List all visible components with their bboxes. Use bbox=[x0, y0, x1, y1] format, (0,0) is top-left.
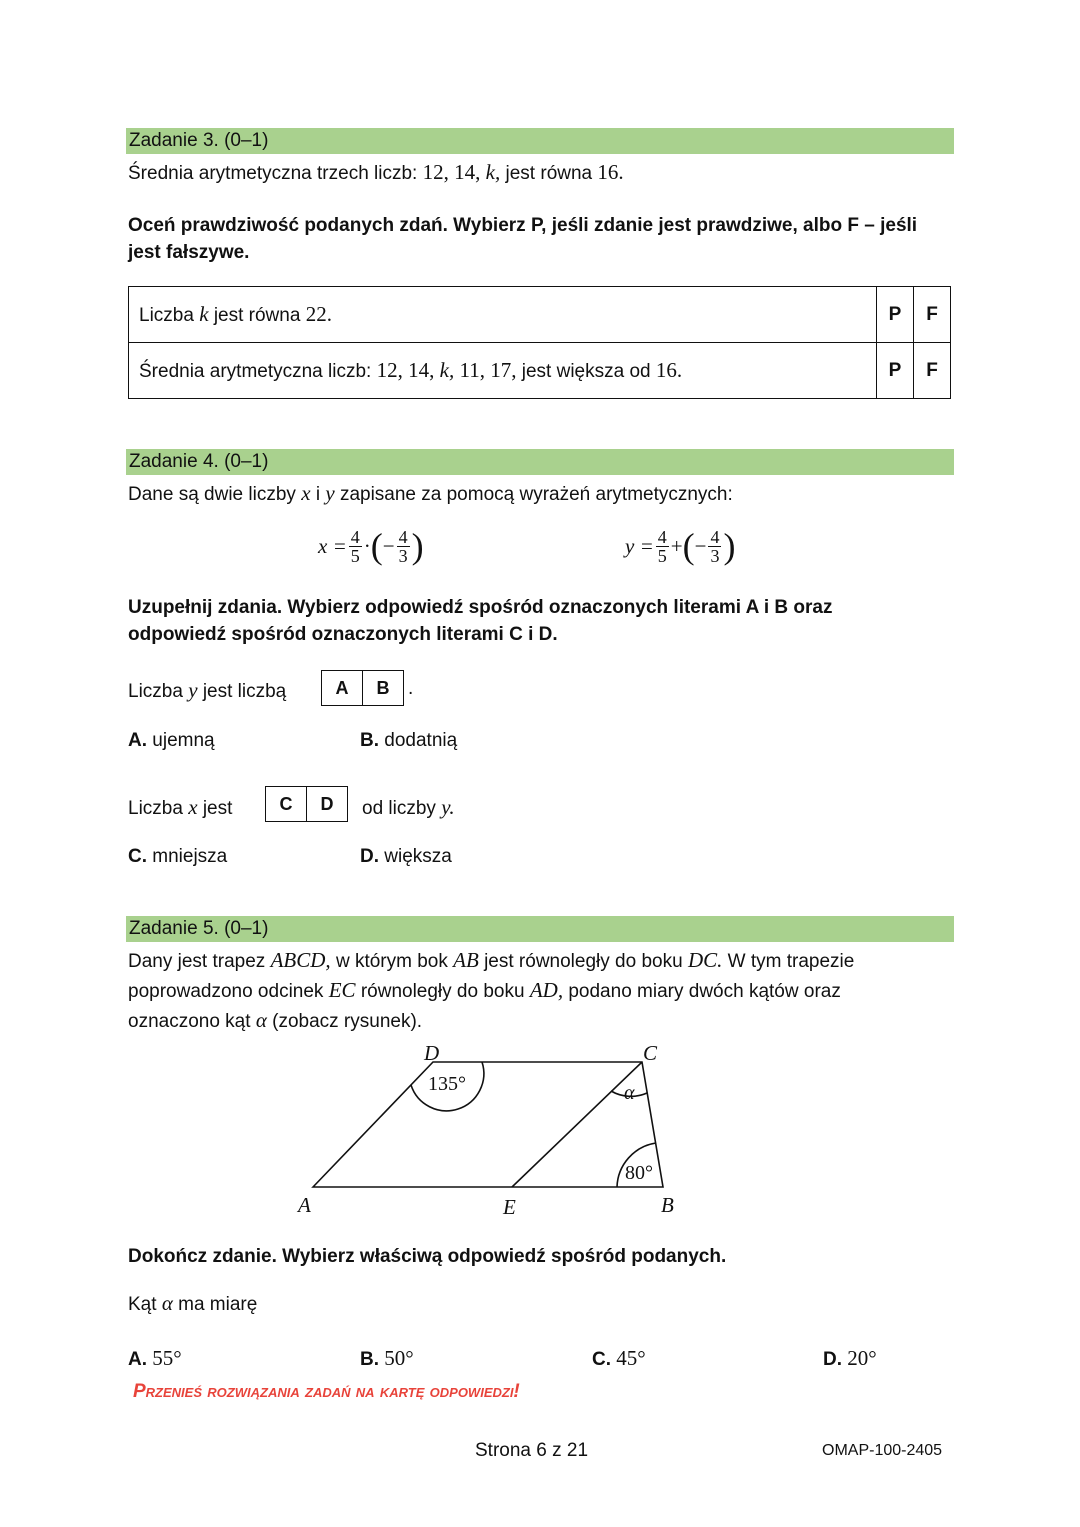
task5-text: w którym bok bbox=[335, 951, 448, 972]
task3-true-false-table bbox=[128, 286, 951, 399]
option-letter: A. bbox=[128, 1349, 147, 1370]
numerator: 4 bbox=[398, 526, 408, 547]
task4-intro bbox=[128, 481, 733, 506]
option-letter: C. bbox=[128, 846, 147, 867]
task5-var: EC bbox=[328, 978, 356, 1002]
stem-var: α bbox=[161, 1291, 173, 1315]
fraction bbox=[397, 528, 410, 565]
task5-stem bbox=[128, 1291, 257, 1316]
vertex-b-label: B bbox=[661, 1193, 674, 1217]
option-text: ujemną bbox=[152, 730, 215, 751]
option-value: 50° bbox=[384, 1346, 414, 1370]
statement-num: 16. bbox=[655, 358, 683, 382]
denominator: 3 bbox=[398, 545, 408, 566]
task5-line2 bbox=[128, 978, 841, 1003]
task5-instruction: Dokończ zdanie. Wybierz właściwą odpowiedź spośród podanych. bbox=[128, 1246, 727, 1267]
task5-var: ABCD, bbox=[270, 948, 331, 972]
task4-conj: i bbox=[315, 484, 321, 505]
task5-var: α bbox=[255, 1008, 267, 1032]
statement-cell bbox=[129, 343, 877, 399]
expr-lhs: x = bbox=[318, 533, 347, 558]
sentence-text: Liczba bbox=[128, 798, 183, 819]
option-text: większa bbox=[384, 846, 452, 867]
answer-box-a[interactable]: A bbox=[335, 678, 349, 698]
task5-text: (zobacz rysunek). bbox=[272, 1011, 423, 1032]
numerator: 4 bbox=[710, 526, 720, 547]
task5-text: oznaczono kąt bbox=[128, 1011, 251, 1032]
transfer-answers-note: Przenieś rozwiązania zadań na kartę odpowiedzi! bbox=[133, 1381, 520, 1402]
task4-intro-text: Dane są dwie liczby bbox=[128, 484, 296, 505]
task4-instruction-line1: Uzupełnij zdania. Wybierz odpowiedź spośród oznaczonych literami A i B oraz bbox=[128, 597, 833, 618]
option-d bbox=[360, 846, 452, 868]
statement-text: jest równa bbox=[213, 305, 301, 326]
task4-instruction-line2: odpowiedź spośród oznaczonych literami C i D. bbox=[128, 624, 558, 645]
stem-text: Kąt bbox=[128, 1294, 157, 1315]
fraction bbox=[708, 528, 721, 565]
operator: · bbox=[363, 533, 371, 558]
task5-var: DC. bbox=[687, 948, 723, 972]
answer-f-option[interactable]: F bbox=[914, 343, 951, 399]
option-c bbox=[128, 846, 227, 868]
statement-text: Liczba bbox=[139, 305, 194, 326]
sentence-var: x bbox=[188, 795, 198, 819]
expr-lhs: y = bbox=[625, 533, 654, 558]
task3-intro bbox=[128, 160, 624, 185]
option-b bbox=[360, 730, 457, 752]
option-value: 55° bbox=[152, 1346, 182, 1370]
task3-intro-nums: 12, 14, bbox=[422, 160, 481, 184]
task3-instruction: Oceń prawdziwość podanych zdań. Wybierz P, jeśli zdanie jest prawdziwe, albo F – jeśli jest fałszywe. bbox=[128, 215, 918, 263]
fraction bbox=[349, 528, 362, 565]
sentence-text: od liczby bbox=[362, 798, 436, 819]
paren-close: ) bbox=[723, 526, 736, 566]
task4-sentence2-end bbox=[362, 795, 455, 820]
task5-text: Dany jest trapez bbox=[128, 951, 266, 972]
option-a bbox=[128, 730, 215, 752]
task5-line3 bbox=[128, 1008, 422, 1033]
option-value: 20° bbox=[847, 1346, 877, 1370]
paren-close: ) bbox=[411, 526, 424, 566]
paren-open: ( bbox=[370, 526, 383, 566]
trapezoid-abcd bbox=[313, 1062, 663, 1187]
statement-cell bbox=[129, 287, 877, 343]
option-text: dodatnią bbox=[384, 730, 458, 751]
option-letter: D. bbox=[823, 1349, 842, 1370]
option-letter: C. bbox=[592, 1349, 611, 1370]
answer-p-option[interactable]: P bbox=[877, 287, 914, 343]
option-value: 45° bbox=[616, 1346, 646, 1370]
denominator: 5 bbox=[350, 545, 360, 566]
task4-var-y: y bbox=[325, 481, 335, 505]
task5-line1 bbox=[128, 948, 854, 973]
paren-open: ( bbox=[682, 526, 695, 566]
exam-code: OMAP-100-2405 bbox=[822, 1442, 943, 1459]
angle-b-label: 80° bbox=[625, 1162, 653, 1184]
vertex-e-label: E bbox=[503, 1195, 516, 1219]
task4-sentence2 bbox=[128, 795, 232, 820]
task3-intro-k: k, bbox=[485, 160, 501, 184]
task3-header: Zadanie 3. (0–1) bbox=[126, 128, 954, 154]
task5-text: W tym trapezie bbox=[727, 951, 855, 972]
answer-f-option[interactable]: F bbox=[914, 287, 951, 343]
operator: + bbox=[670, 533, 683, 558]
task4-sentence1 bbox=[128, 678, 286, 703]
statement-var: k bbox=[199, 302, 209, 326]
denominator: 3 bbox=[710, 545, 720, 566]
statement-num: 12, 14, bbox=[376, 358, 435, 382]
segment-ec bbox=[512, 1062, 642, 1187]
option-text: mniejsza bbox=[152, 846, 228, 867]
option-letter: D. bbox=[360, 846, 379, 867]
task5-text: jest równoległy do boku bbox=[484, 951, 683, 972]
vertex-c-label: C bbox=[643, 1041, 658, 1065]
denominator: 5 bbox=[657, 545, 667, 566]
task5-option-d bbox=[823, 1346, 877, 1371]
sentence-period: . bbox=[408, 678, 414, 699]
option-letter: B. bbox=[360, 1349, 379, 1370]
task5-text: poprowadzono odcinek bbox=[128, 981, 324, 1002]
statement-text: Średnia arytmetyczna liczb: bbox=[139, 361, 372, 382]
task4-var-x: x bbox=[301, 481, 311, 505]
statement-num: 22. bbox=[305, 302, 332, 326]
sentence-text: jest bbox=[202, 798, 233, 819]
task5-option-a bbox=[128, 1346, 182, 1371]
expression-y bbox=[625, 520, 735, 572]
task5-header: Zadanie 5. (0–1) bbox=[126, 916, 954, 942]
task5-text: podano miary dwóch kątów oraz bbox=[568, 981, 841, 1002]
numerator: 4 bbox=[657, 526, 667, 547]
sentence-text: Liczba bbox=[128, 681, 183, 702]
task5-var: AB bbox=[453, 948, 479, 972]
task3-intro-mid: jest równa bbox=[505, 163, 593, 184]
fraction bbox=[656, 528, 669, 565]
vertex-a-label: A bbox=[298, 1193, 311, 1217]
answer-box-ab bbox=[321, 670, 404, 706]
task5-option-c bbox=[592, 1346, 646, 1371]
statement-text: jest większa od bbox=[521, 361, 651, 382]
answer-p-option[interactable]: P bbox=[877, 343, 914, 399]
task5-option-b bbox=[360, 1346, 414, 1371]
numerator: 4 bbox=[350, 526, 360, 547]
statement-var: k, bbox=[439, 358, 455, 382]
angle-alpha-label: α bbox=[624, 1082, 635, 1104]
option-letter: A. bbox=[128, 730, 147, 751]
angle-d-label: 135° bbox=[428, 1073, 466, 1095]
trapezoid-figure bbox=[290, 1035, 690, 1225]
minus-sign: − bbox=[694, 533, 707, 558]
statement-num: 11, 17, bbox=[459, 358, 517, 382]
task5-var: AD, bbox=[529, 978, 564, 1002]
task3-intro-val: 16. bbox=[597, 160, 624, 184]
stem-text: ma miarę bbox=[178, 1294, 258, 1315]
answer-box-cd bbox=[265, 786, 348, 822]
table-row bbox=[129, 343, 951, 399]
task4-header: Zadanie 4. (0–1) bbox=[126, 449, 954, 475]
answer-box-c[interactable]: C bbox=[279, 794, 293, 814]
answer-box-d[interactable]: D bbox=[306, 787, 347, 821]
answer-box-b[interactable]: B bbox=[362, 671, 403, 705]
sentence-var: y bbox=[188, 678, 198, 702]
page-number: Strona 6 z 21 bbox=[475, 1440, 589, 1461]
task5-text: równoległy do boku bbox=[360, 981, 525, 1002]
vertex-d-label: D bbox=[424, 1041, 440, 1065]
expression-x bbox=[318, 520, 424, 572]
table-row bbox=[129, 287, 951, 343]
sentence-var: y. bbox=[441, 795, 455, 819]
task4-intro-text: zapisane za pomocą wyrażeń arytmetycznych: bbox=[339, 484, 733, 505]
sentence-text: jest liczbą bbox=[202, 681, 287, 702]
task3-intro-text: Średnia arytmetyczna trzech liczb: bbox=[128, 163, 418, 184]
option-letter: B. bbox=[360, 730, 379, 751]
minus-sign: − bbox=[382, 533, 395, 558]
